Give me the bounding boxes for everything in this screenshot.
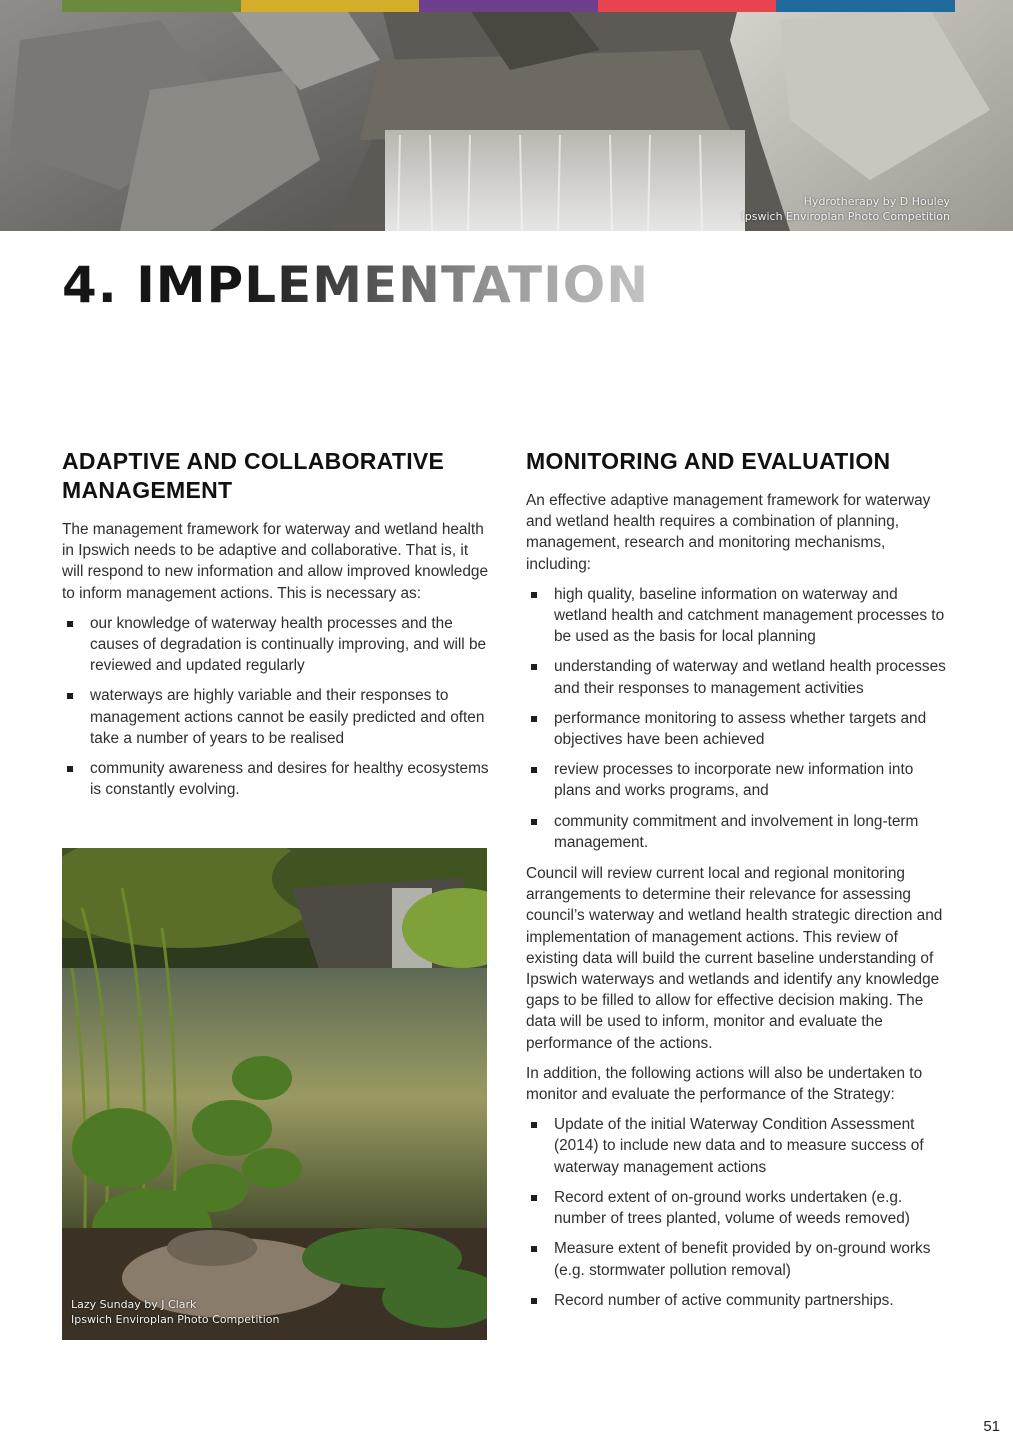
color-bar-blue [776,0,955,12]
list-item [526,656,954,698]
color-bar-purple [419,0,598,12]
bullet-icon [531,767,537,773]
page-title: 4. IMPLEMENTATION [62,250,649,320]
list-item [526,1114,954,1178]
list-item [526,708,954,750]
list-item [62,685,490,749]
page-number: 51 [983,1418,1000,1435]
monitoring-intro: An effective adaptive management framework for waterway and wetland health requires a combination of planning, management, research and monitoring mechanisms, including: [526,492,931,573]
creek-caption-line2: Ipswich Enviroplan Photo Competition [71,1313,280,1326]
council-review-paragraph: Council will review current local and regional monitoring arrangements to determine their relevance for assessing council’s waterway and wetland health strategic direction and implementation of management actions. This review of existing data will build the current baseline understanding of Ipswich waterways and wetlands and identify any knowledge gaps to be filled to allow for effective decision making. The data will be used to inform, monitor and evaluate the performance of the actions. [526,865,943,1052]
color-bar-red [598,0,777,12]
list-item-text: our knowledge of waterway health processes and the causes of degradation is continually improving, and will be reviewed and updated regularly [90,614,487,675]
left-column [62,447,490,810]
list-item-text: understanding of waterway and wetland health processes and their responses to management activities [554,658,946,697]
list-item-text: high quality, baseline information on waterway and wetland health and catchment management processes to be used as the basis for local planning [554,585,945,646]
list-item-text: performance monitoring to assess whether targets and objectives have been achieved [554,709,927,749]
additional-actions-intro: In addition, the following actions will also be undertaken to monitor and evaluate the performance of the Strategy: [526,1064,923,1104]
list-item [526,1238,954,1280]
list-item-text: review processes to incorporate new information into plans and works programs, and [554,761,914,800]
list-item-text: waterways are highly variable and their responses to management actions cannot be easily predicted and often take a number of years to be realised [90,687,485,747]
creek-photo [62,848,487,1340]
monitoring-evaluation-heading: MONITORING AND EVALUATION [526,448,891,474]
monitoring-mechanisms-list [526,584,954,853]
creek-caption-line1: Lazy Sunday by J Clark [71,1298,197,1311]
adaptive-management-intro: The management framework for waterway and wetland health in Ipswich needs to be adaptive and collaborative. That is, it will respond to new information and allow improved knowledge to inform management actions. This is necessary as: [62,521,489,602]
brand-color-bar [62,0,955,12]
bullet-icon [531,1195,537,1201]
list-item-text: Update of the initial Waterway Condition Assessment (2014) to include new data and to measure success of waterway management actions [554,1116,924,1176]
list-item [526,1187,954,1229]
list-item-text: community awareness and desires for healthy ecosystems is constantly evolving. [90,760,489,799]
adaptive-management-heading: ADAPTIVE AND COLLABORATIVE MANAGEMENT [62,448,445,503]
list-item [62,613,490,677]
creek-photo-illustration [62,848,487,1340]
bullet-icon [531,664,537,670]
bullet-icon [531,716,537,722]
list-item [62,758,490,800]
adaptive-management-list [62,613,490,801]
list-item [526,1290,954,1311]
hero-photo [0,0,1013,231]
list-item-text: community commitment and involvement in long-term management. [554,812,919,851]
list-item-text: Measure extent of benefit provided by on-ground works (e.g. stormwater pollution removal) [554,1240,931,1279]
bullet-icon [531,1298,537,1304]
bullet-icon [67,621,73,627]
hero-caption-line2: Ipswich Enviroplan Photo Competition [741,210,950,223]
additional-actions-list [526,1114,954,1311]
bullet-icon [67,693,73,699]
hero-photo-caption [742,194,950,224]
hero-caption-line1: Hydrotherapy by D Houley [803,195,950,208]
creek-photo-caption [71,1297,279,1327]
list-item-text: Record number of active community partnerships. [554,1291,894,1309]
bullet-icon [67,766,73,772]
list-item [526,759,954,801]
color-bar-green [62,0,241,12]
list-item-text: Record extent of on-ground works undertaken (e.g. number of trees planted, volume of weeds removed) [554,1188,910,1228]
bullet-icon [531,592,537,598]
color-bar-yellow [241,0,420,12]
list-item [526,811,954,853]
bullet-icon [531,1246,537,1252]
bullet-icon [531,1122,537,1128]
list-item [526,584,954,648]
bullet-icon [531,819,537,825]
right-column [526,447,954,1321]
